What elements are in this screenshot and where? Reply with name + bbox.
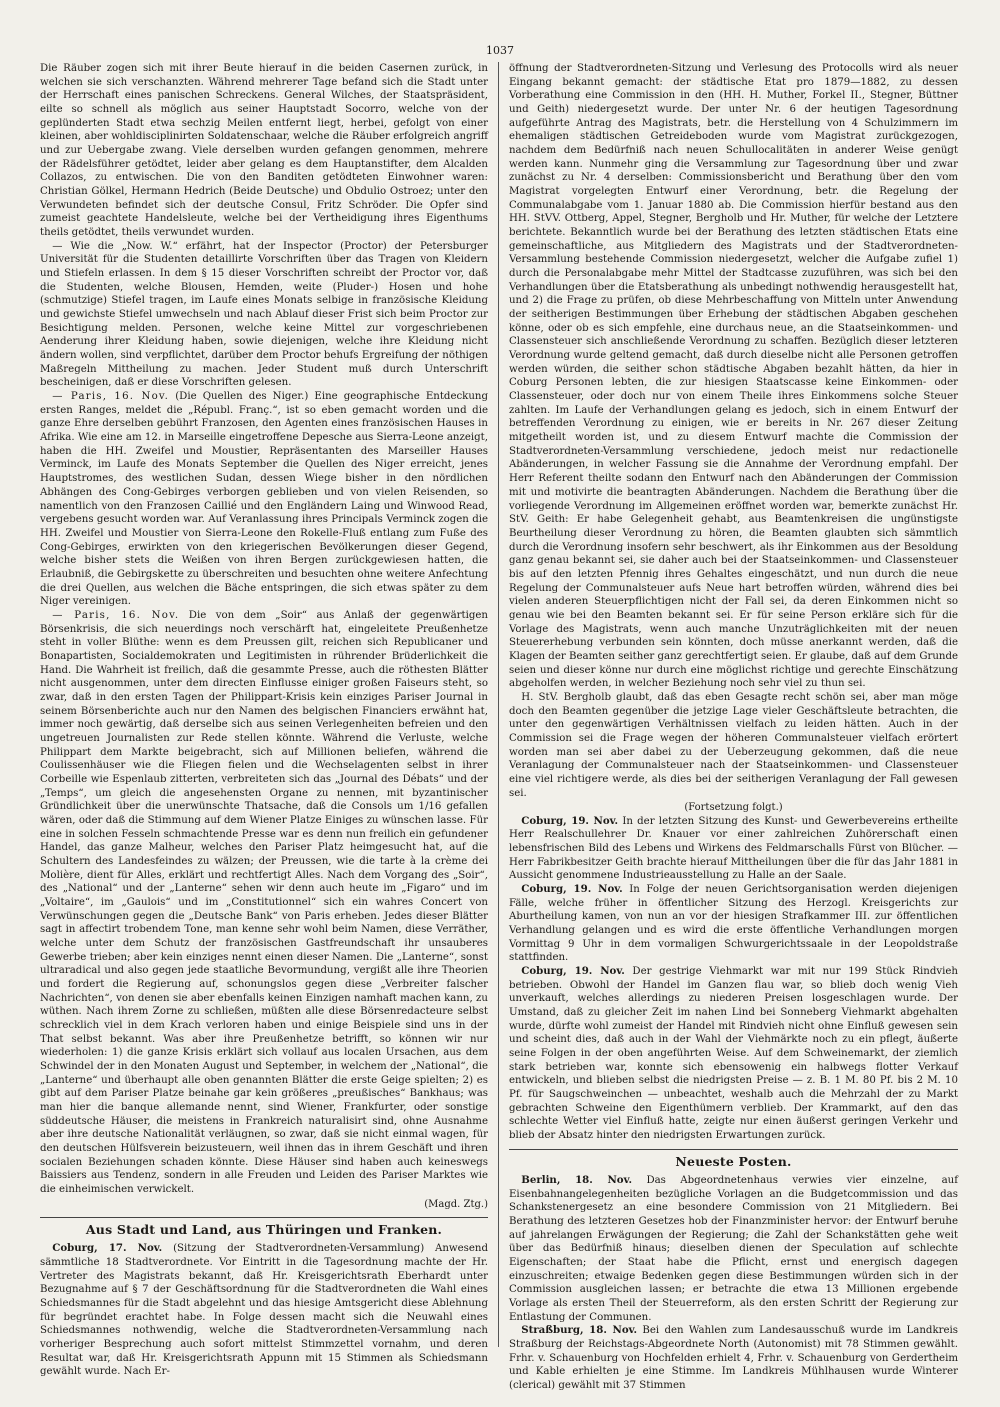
dateline-paris-2: — Paris, 16. Nov.	[52, 609, 180, 621]
dateline-coburg-17: Coburg, 17. Nov.	[52, 1242, 163, 1255]
article-kunstverein-text: In der letzten Sitzung des Kunst- und Gewerbevereins ertheilte Herr Realschullehrer Dr. Knauer vor einer zahlreichen Zuhörerschaft einen lebensfrischen Bild des Lebens und Wirkens des Feldmarschalls Fürst von Blücher. — Herr Fabrikbesitzer Geith brachte hierauf Mittheilungen über die für das Jahr 1881 in Aussicht genommene Industrieausstellung zu Halle an der Saale.	[509, 815, 958, 882]
continuation-note: (Fortsetzung folgt.)	[684, 802, 783, 814]
article-stadtverordneten-text: (Sitzung der Stadtverordneten-Versammlung) Anwesend sämmtliche 18 Stadtverordnete. Vor Eintritt in die Tagesordnung machte der Hr. Vertreter des Magistrats bekannt, daß Hr. Kreisgerichtsrath Eberhardt unter Bezugnahme auf § 7 der Geschäftsordnung für die Stadtverordneten die Wahl eines Schiedsmannes für die Stadt abgelehnt und das hiesige Amtsgericht diese Ablehnung für begründet erachtet habe. In Folge dessen macht sich die Neuwahl eines Schiedsmannes nothwendig, welche die Stadtverordneten-Versammlung nach vorheriger Besprechung auch sofort mittelst Stimmzettel vornahm, und deren Resultat war, daß Hr. Kreisgerichtsrath Appunn mit 15 Stimmen als Schiedsmann gewählt wurde. Nach Er-	[40, 1243, 488, 1378]
article-raeuber: Die Räuber zogen sich mit ihrer Beute hierauf in die beiden Casernen zurück, in welchen sie sich verschanzten. Während mehrerer Tage befand sich die Stadt unter der Herrschaft eines panischen Schreckens. General Wilches, der Staatspräsident, eilte so schnell als möglich aus seiner Hauptstadt Socorro, welche von der geplünderten Stadt etwa sechzig Meilen entfernt liegt, herbei, gefolgt von einer kleinen, aber wohldisciplinirten Soldatenschaar, welche die Räuber erfolgreich angriff und zur Uebergabe zwang. Viele derselben wurden gefangen genommen, mehrere der Rädelsführer getödtet, leider aber gelang es dem Hauptanstifter, dem Alcalden Collazos, zu entwischen. Die von den Banditen getödteten Einwohner waren: Christian Gölkel, Hermann Hedrich (Beide Deutsche) und Obdulio Ostroez; unter den Verwundeten befindet sich der deutsche Consul, Fritz Schröder. Die Opfer sind zumeist geachtete Handelsleute, welche bei der Vertheidigung ihres Eigenthums theils getödtet, theils verwundet wurden.	[40, 63, 488, 239]
article-stadtverordneten	[40, 1242, 488, 1379]
article-viehmarkt	[509, 965, 958, 1143]
article-stadtverordneten-cont: öffnung der Stadtverordneten-Sitzung und Verlesung des Protocolls wird als neuer Eingang bekannt gemacht: der städtische Etat pro 1879—1882, zu dessen Vorberathung eine Commission in den (HH. H. Muther, Forkel II., Stegner, Büttner und Geith) niedergesetzt wurde. Der unter Nr. 6 der heutigen Tagesordnung aufgeführte Antrag des Magistrats, betr. die Herstellung von 4 Schulzimmern im ehemaligen städtischen Getreideboden wurde vom Magistrat zurückgezogen, nachdem dem Bedürfniß nach neuen Schullocalitäten in anderer Weise genügt werden kann. Nunmehr ging die Versammlung zur Tagesordnung über und zwar zunächst zu Nr. 4 derselben: Commissionsbericht und Berathung über den vom Magistrat vorgelegten Entwurf einer Verordnung, betr. die Regelung der Communalabgabe vom 1. Januar 1880 ab. Die Commission hierfür bestand aus den HH. StVV. Ottberg, Appel, Stegner, Bergholb und Hr. Muther, für welche der Letztere berichtete. Bekanntlich wurde bei der Berathung des letzten städtischen Etats eine gemeinschaftliche, aus Mitgliedern des Magistrats und der Stadtverordneten-Versammlung bestehende Commission niedergesetzt, welcher die Aufgabe zufiel 1) durch die Personalabgabe mehr Mittel der Stadtcasse zuzuführen, was sich bei den Verhandlungen über die Etatsberathung als unbedingt nothwendig herausgestellt hat, und 2) die Frage zu prüfen, ob diese Mehrbeschaffung von Mitteln unter Anwendung der seitherigen Bestimmungen über Erhebung der städtischen Abgaben geschehen könne, oder ob es sich empfehle, eine durchaus neue, an die Staatseinkommen- und Classensteuer sich anschließende Verordnung zu schaffen. Bezüglich dieser letzteren Verordnung wurde geltend gemacht, daß durch dieselbe nicht alle Personen getroffen werden würden, die seither schon städtische Abgaben bezahlt hätten, da hier in Coburg Personen lebten, die zur hiesigen Staatscasse keine Einkommen- oder Classensteuer, oder doch nur von einem Theile ihres Einkommens solche Steuer zahlten. Im Laufe der Verhandlungen gelang es jedoch, sich in einem Entwurf der betreffenden Verordnung zu einigen, wie er bereits in Nr. 267 dieser Zeitung mitgetheilt worden ist, und zu diesem Entwurf machte die Commission der Stadtverordneten-Versammlung verschiedene, jedoch meist nur redactionelle Abänderungen, in welcher Fassung sie die Annahme der Verordnung empfahl. Der Herr Referent theilte sodann den Entwurf nach den Abänderungen der Commission mit und motivirte die beantragten Abänderungen. Nachdem die Berathung über die vorliegende Verordnung im Allgemeinen eröffnet worden war, bemerkte zunächst Hr. StV. Geith: Er habe Gelegenheit gehabt, aus Beamtenkreisen die ungünstigste Beurtheilung dieser Verordnung zu hören, die Beamten glaubten sich sämmtlich durch die Verordnung insofern sehr beschwert, als ihr Einkommen aus der Besoldung ganz genau bekannt sei, sie daher auch bei der Staatseinkommen- und Classensteuer bis auf den letzten Pfennig ihres Gehaltes eingeschätzt, und nun durch die neue Regelung der Communalsteuer aufs Neue hart betroffen würden, während dies bei vielen anderen Steuerpflichtigen nicht der Fall sei, da deren Einkommen nicht so genau wie bei den Beamten bekannt sei. Er für seine Person erkläre sich für die Vorlage des Magistrats, wenn auch manche Unzuträglichkeiten mit der neuen Steuererhebung verbunden sein könnten, doch müsse anerkannt werden, daß die Klagen der Beamten seither ganz gerechtfertigt seien. Er glaube, daß auf dem Grunde seien und dieser könne nur durch eine möglichst richtige und gerechte Einschätzung abgeholfen werden, in welcher Beziehung noch sehr viel zu thun sei.	[509, 63, 958, 690]
article-berlin-text: Das Abgeordnetenhaus verwies vier einzelne, auf Eisenbahnangelegenheiten bezügliche Vorlagen an die Budgetcommission und das Schankstenergesetz an eine besondere Commission von 21 Mitgliedern. Bei Berathung des letzteren Gesetzes hob der Finanzminister hervor: der Entwurf beruhe auf jahrelangen Erwägungen der Regierung; die Zahl der Schankstätten gehe weit über das Bedürfniß hinaus; dieselben dienen der Speculation auf schlechte Eigenschaften; der Staat habe die Pflicht, ernst und energisch dagegen einzuschreiten; etwaige Bedenken gegen diese Bestimmungen würden sich in der Commission ausgleichen lassen; er betrachte die etwa 13 Millionen ergebende Vorlage als ersten Theil der Steuerreform, als den ersten Schritt der Regierung zur Entlastung der Communen.	[509, 1175, 958, 1323]
dateline-coburg-19-b: Coburg, 19. Nov.	[521, 883, 623, 896]
article-strassburg-text: Bei den Wahlen zum Landesausschuß wurde im Landkreis Straßburg der Reichstags-Abgeordnete North (Autonomist) mit 78 Stimmen gewählt. Frhr. v. Schauenburg von Hochfelden erhielt 4, Frhr. v. Schauenburg von Gerdertheim und Kable erhielten je eine Stimme. Im Landkreis Mühlhausen wurde Winterer (clerical) gewählt mit 37 Stimmen	[509, 1325, 959, 1392]
dateline-paris-1: — Paris, 16. Nov.	[52, 391, 170, 403]
left-column	[40, 62, 499, 1378]
article-gericht-text: In Folge der neuen Gerichtsorganisation werden diejenigen Fälle, welche früher in öffentlicher Sitzung des Herzogl. Kreisgerichts zur Aburtheilung kamen, von nun an vor der hiesigen Strafkammer III. zur öffentlichen Verhandlung gelangen und es wird die erste öffentliche Verhandlungen morgen Vormittag 9 Uhr in dem vormaligen Schwurgerichtssaale in der Leopoldstraße stattfinden.	[509, 884, 958, 964]
article-niger-text: (Die Quellen des Niger.) Eine geographische Entdeckung ersten Ranges, meldet die „Républ. Franç.“, ist so eben gemacht worden und die ganze Ehre derselben gebührt Franzosen, den Agenten eines französischen Hauses in Afrika. Wie eine am 12. in Marseille eingetroffene Depesche aus Sierra-Leone anzeigt, haben die HH. Zweifel und Moustier, Repräsentanten des Marseiller Hauses Verminck, im Laufe des Monats September die Quellen des Niger erreicht, jenes Hauptstromes, des westlichen Sudan, dessen Wiege bisher in den nördlichen Abhängen des Cong-Gebirges verborgen geblieben und von vielen Reisenden, so namentlich von den Franzosen Caillié und den Engländern Laing und Winwood Read, vergebens gesucht worden war. Auf Veranlassung ihres Principals Verminck zogen die HH. Zweifel und Moustier von Sierra-Leone den Rokelle-Fluß entlang zum Fuße des Cong-Gebirges, erwirkten von den kriegerischen Bevölkerungen dieser Gegend, welche bisher stets die Weißen von ihren Bergen zurückgewiesen hatten, die Erlaubniß, die Gebirgskette zu überschreiten und besuchten ohne weitere Anfechtung die drei Quellen, aus welchen die Bäche entspringen, die sich etwas später zu dem Niger vereinigen.	[40, 391, 488, 608]
section-heading-stadt-land: Aus Stadt und Land, aus Thüringen und Franken.	[85, 1222, 443, 1238]
article-niger	[40, 390, 488, 609]
article-viehmarkt-text: Der gestrige Viehmarkt war mit nur 199 Stück Rindvieh betrieben. Obwohl der Handel im Ganzen flau war, so blieb doch wenig Vieh unverkauft, welches allerdings zu niederen Preisen losgeschlagen wurde. Der Umstand, daß zu gleicher Zeit im nahen Lind bei Sonneberg Viehmarkt abgehalten wurde, dürfte wohl zumeist der Handel mit Rindvieh nicht ohne Einfluß gewesen sein und scheint dies, daß auch in der Wahl der Viehmärkte noch zu ein pflegt, äußerte seine Folgen in der oben angeführten Weise. Auf dem Schweinemarkt, der ziemlich stark betrieben war, konnte sich ebensowenig ein halbwegs flotter Verkauf entwickeln, und blieben selbst die niedrigsten Preise — z. B. 1 M. 80 Pf. bis 2 M. 10 Pf. für Saugschweinchen — unbeachtet, weshalb auch die Mehrzahl der zu Markt gebrachten Schweine den Eigenthümern verblieb. Der Krammarkt, auf den das schlechte Wetter viel Einfluß hatte, zeigte nur einen äußerst geringen Verkehr und blieb der Absatz hinter den niedrigsten Erwartungen zurück.	[509, 966, 958, 1142]
columns	[40, 62, 959, 1392]
page-number: 1037	[486, 44, 514, 57]
article-kunstverein	[509, 815, 958, 883]
article-gericht	[509, 883, 958, 965]
section-divider	[40, 1217, 488, 1218]
dateline-strassburg: Straßburg, 18. Nov.	[521, 1324, 638, 1337]
dateline-berlin: Berlin, 18. Nov.	[521, 1174, 633, 1187]
article-berlin	[509, 1174, 958, 1324]
article-boersenkrisis-text: Die von dem „Soir“ aus Anlaß der gegenwärtigen Börsenkrisis, die sich neuerdings noch verschärft hat, eingeleitete Preußenhetze steht in voller Blüthe: wenn es dem Preussen gilt, reichen sich Republicaner und Bonapartisten, Socialdemokraten und Legitimisten in rührender Brüderlichkeit die Hand. Die Wahrheit ist freilich, daß die gesammte Presse, auch die röthesten Blätter nicht ausgenommen, unter dem directen Einflusse einiger großen Faiseurs steht, so zwar, daß in den ersten Tagen der Philippart-Krisis kein einziges Pariser Journal in seinem Börsenberichte auch nur den Namen des belgischen Financiers erwähnt hat, immer noch gewärtig, daß derselbe sich aus seinen Verlegenheiten befreien und den ungetreuen Journalisten zur Rede stellen könnte. Während die Verluste, welche Philippart dem Markte beigebracht, sich auf Millionen beliefen, während die Coulissenhäuser wie die Fliegen fielen und die Wechselagenten selbst in ihrer Corbeille wie Espenlaub zitterten, verbreiteten sich das „Journal des Débats“ und der „Temps“, um gleich die angesehensten Organe zu nennen, mit byzantinischer Gründlichkeit über die unerwünschte Thatsache, daß die Consols um 1/16 gefallen wären, oder daß die Stimmung auf dem Wiener Platze Einiges zu wünschen lasse. Für eine in solchen Fesseln schmachtende Presse war es denn nun freilich ein gefundener Handel, das ganze Malheur, welches den Pariser Platz heimgesucht hat, auf die Schultern des Landesfeindes zu wälzen; der Preussen, wie die tarte à la crème dei Molière, dient für Alles, erklärt und rechtfertigt Alles. Nach dem Vorgang des „Soir“, des „National“ und der „Lanterne“ sehen wir denn auch heute im „Figaro“ und im „Voltaire“, im „Gaulois“ und im „Constitutionnel“ sich ein wahres Concert von Verwünschungen gegen die „Deutsche Bank“ von Paris erheben. Jedes dieser Blätter sagt in affectirt trobendem Tone, man kenne sehr wohl beim Namen, diese Verräther, welche unter dem Schutz der französischen Gastfreundschaft ihr unsauberes Gewerbe trieben; aber kein einziges nennt einen dieser Namen. Die „Lanterne“, sonst ultraradical und also gegen jede staatliche Bevormundung, vergißt alle ihre Theorien und fordert die Regierung auf, schonungslos gegen diese „Verbreiter falscher Nachrichten“, von denen sie aber ebenfalls keinen Einzigen namhaft machen kann, zu wüthen. Nach ihrem Zorne zu schließen, müßten alle diese Börsenredacteure selbst schrecklich viel in dem Krach verloren haben und einige Beispiele sind uns in der That selbst bekannt. Was aber ihre Preußenhetze betrifft, so können wir nur wiederholen: 1) die ganze Krisis erklärt sich vollauf aus localen Ursachen, aus dem Schwindel der in den Monaten August und September, in welchem der „National“, die „Lanterne“ und überhaupt alle oben genannten Blätter die erste Geige spielten; 2) es gibt auf dem Pariser Platze beinahe gar kein größeres „preußisches“ Bankhaus; was man hier die banque allemande nennt, sind Wiener, Frankfurter, oder sonstige süddeutsche Häuser, die meistens in Frankreich naturalisirt sind, ohne Ausnahme aber ihre deutsche Nationalität verläugnen, so zwar, daß sie nicht einmal wagen, für den deutschen Hülfsverein beizusteuern, weil ihnen das in ihrem Geschäft und ihren socialen Beziehungen schaden könnte. Diese Häuser sind haben auch keineswegs Baissiers aus Tendenz, sondern in alle Freuden und Leiden des Pariser Marktes wie die einheimischen verwickelt.	[40, 609, 488, 1196]
section-heading-neueste-posten: Neueste Posten.	[675, 1153, 792, 1169]
article-petersburg: — Wie die „Now. W.“ erfährt, hat der Inspector (Proctor) der Petersburger Universität für die Studenten detaillirte Vorschriften über das Tragen von Kleidern und Stiefeln erlassen. In dem § 15 dieser Vorschriften schreibt der Proctor vor, daß die Studenten, welche Blousen, Hemden, weite (Pluder-) Hosen und hohe (schmutzige) Stiefel tragen, im Laufe eines Monats selbige in französische Kleidung und gewichste Stiefel umwechseln und nach Ablauf dieser Frist sich beim Proctor zur Besichtigung melden. Personen, welche keine Mittel zur vorgeschriebenen Aenderung ihrer Kleidung haben, sowie diejenigen, welche ihre Kleidung nicht ändern wollen, sind verpflichtet, darüber dem Proctor behufs Ergreifung der nöthigen Maßregeln Mittheilung zu machen. Jeder Student muß durch Unterschrift bescheinigen, daß er diese Vorschriften gelesen.	[40, 240, 488, 389]
article-strassburg	[509, 1324, 958, 1392]
dateline-coburg-19-c: Coburg, 19. Nov.	[521, 965, 625, 978]
section-divider-right	[509, 1149, 958, 1150]
article-bergholb: H. StV. Bergholb glaubt, daß das eben Gesagte recht schön sei, aber man möge doch den Beamten gegenüber die jetzige Lage vieler Geschäftsleute betrachten, die unter den gegenwärtigen Verhältnissen vielfach zu leiden hätten. Auch in der Commission sei die Frage wegen der höheren Communalsteuer vielfach erörtert worden man sei aber dabei zu der Ueberzeugung gekommen, daß die neue Veranlagung der Communalsteuer nach der Staatseinkommen- und Classensteuer eine viel richtigere werde, als dies bei der seitherigen Veranlagung der Fall gewesen sei.	[509, 691, 958, 799]
article-boersenkrisis	[40, 609, 488, 1197]
source-attribution: (Magd. Ztg.)	[424, 1198, 488, 1210]
dateline-coburg-19-a: Coburg, 19. Nov.	[521, 814, 619, 827]
right-column	[499, 62, 959, 1392]
